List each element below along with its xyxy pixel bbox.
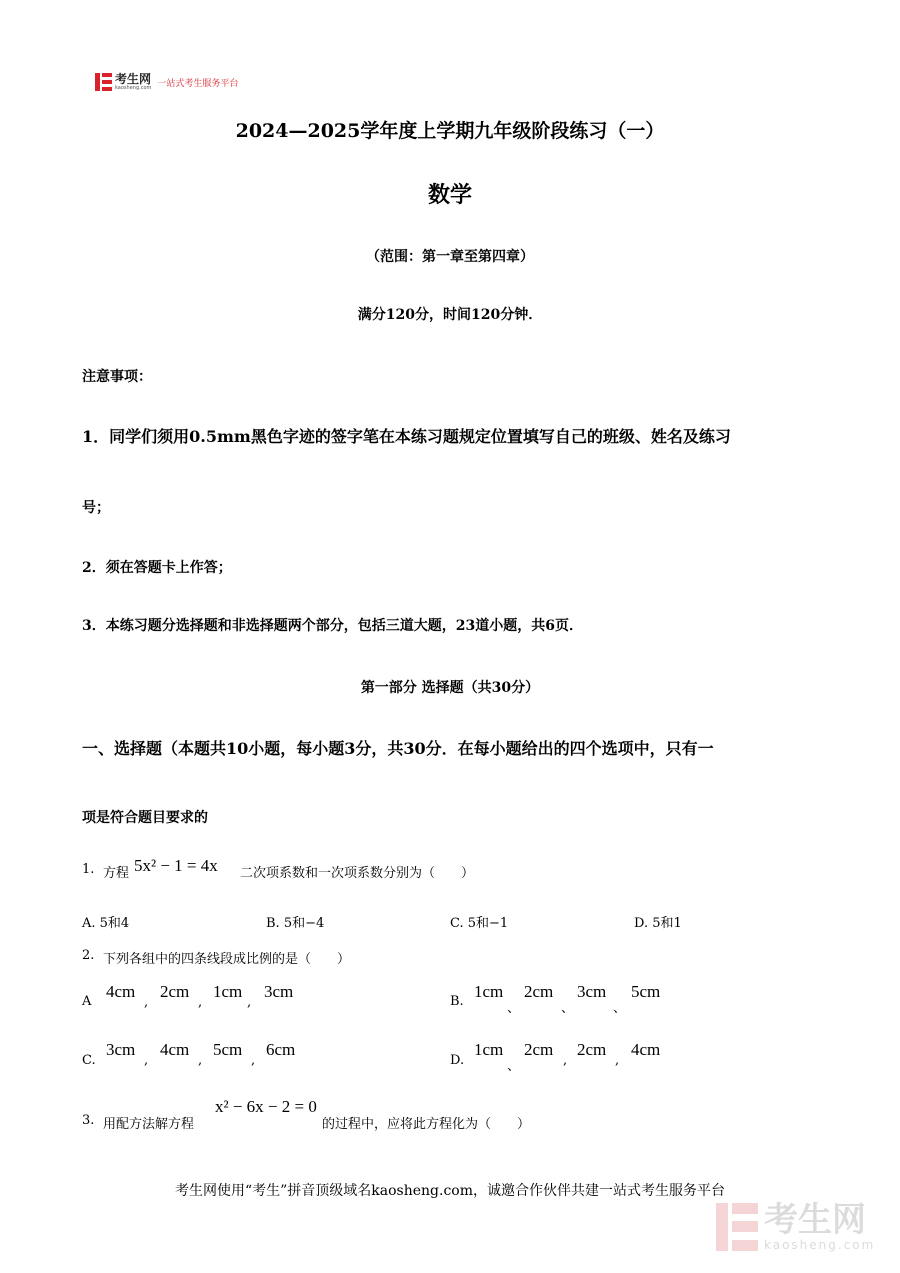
q1-equation: 5x² − 1 = 4x [134,856,218,875]
watermark-logo-icon [716,1203,758,1251]
logo-slogan: 一站式考生服务平台 [157,78,239,89]
q2-option-d-value-2: 2cm [524,1040,554,1059]
logo-name: 考生网 [115,72,152,86]
q1-option-b: B. 5和−4 [266,916,325,931]
watermark-domain: kaosheng.com [764,1238,876,1252]
q3-prefix: 用配方法解方程 [103,1117,195,1132]
exam-subject: 数学 [427,182,472,208]
q2-option-c-value-2: 4cm [160,1040,190,1059]
exam-title: 2024—2025学年度上学期九年级阶段练习（一） [235,120,665,142]
q2-option-b-value-3: 3cm [577,982,607,1001]
q2-option-d-sep-3: , [615,1053,620,1068]
exam-scope: （范围：第一章至第四章） [366,249,534,265]
q2-number: 2. [82,948,95,963]
q1-number: 1. [82,862,95,877]
q2-option-a-value-1: 4cm [106,982,136,1001]
q2-option-a-value-4: 3cm [264,982,294,1001]
q2-option-b-sep-2: 、 [561,1001,575,1016]
q2-option-a-sep-3: , [247,995,252,1010]
q1-option-d: D. 5和1 [634,916,682,931]
q2-option-b-value-4: 5cm [631,982,661,1001]
q2-option-d-sep-2: , [563,1053,568,1068]
site-logo [95,72,238,92]
watermark [716,1202,875,1252]
q2-option-b-sep-1: 、 [507,1001,521,1016]
q2-option-d-label: D. [450,1053,465,1068]
q2-option-c-value-4: 6cm [266,1040,296,1059]
q2-option-c-value-1: 3cm [106,1040,136,1059]
page-footer: 考生网使用“考生”拼音顶级域名kaosheng.com，诚邀合作伙伴共建一站式考生服务平台 [174,1183,726,1199]
q2-option-c-label: C. [82,1053,96,1068]
q1-prefix: 方程 [103,866,130,881]
note-item-1-line-1: 1．同学们须用0.5mm黑色字迹的签字笔在本练习题规定位置填写自己的班级、姓名及练习 [82,427,731,446]
q3-number: 3. [82,1113,95,1128]
kaosheng-logo-icon [95,73,112,91]
section-instructions-line-2: 项是符合题目要求的 [82,810,208,826]
part1-heading: 第一部分 选择题（共30分） [360,680,540,696]
logo-domain: kaosheng.com [115,85,152,91]
q3-suffix: 的过程中，应将此方程化为（ ） [322,1117,531,1132]
note-item-1-line-2: 号； [82,500,110,516]
q2-option-a-value-2: 2cm [160,982,190,1001]
notes-heading: 注意事项： [82,369,152,385]
q2-option-a-sep-2: , [198,995,203,1010]
q2-option-c-sep-3: , [251,1053,256,1068]
q2-option-d-value-4: 4cm [631,1040,661,1059]
q2-option-c-sep-1: , [144,1053,149,1068]
q2-text: 下列各组中的四条线段成比例的是（ ） [103,952,351,967]
q2-option-d-sep-1: 、 [507,1059,521,1074]
exam-score-time: 满分120分，时间120分钟． [357,307,543,323]
q1-suffix: 二次项系数和一次项系数分别为（ ） [240,866,475,881]
note-item-2: 2．须在答题卡上作答； [82,560,232,576]
q2-option-c-sep-2: , [198,1053,203,1068]
q2-option-b-sep-3: 、 [613,1001,627,1016]
q2-option-a-sep-1: , [144,995,149,1010]
q2-option-c-value-3: 5cm [213,1040,243,1059]
q2-option-a-label: A [82,994,92,1009]
q2-option-b-value-1: 1cm [474,982,504,1001]
q2-option-d-value-1: 1cm [474,1040,504,1059]
q2-option-a-value-3: 1cm [213,982,243,1001]
section-instructions-line-1: 一、选择题（本题共10小题，每小题3分，共30分．在每小题给出的四个选项中，只有一 [82,739,714,758]
note-item-3: 3．本练习题分选择题和非选择题两个部分，包括三道大题，23道小题，共6页． [82,618,583,634]
q1-option-c: C. 5和−1 [450,916,509,931]
q2-option-b-label: B. [450,994,464,1009]
q1-option-a: A. 5和4 [82,916,130,931]
q2-option-b-value-2: 2cm [524,982,554,1001]
watermark-name: 考生网 [764,1200,866,1240]
q3-equation: x² − 6x − 2 = 0 [215,1097,317,1116]
q2-option-d-value-3: 2cm [577,1040,607,1059]
